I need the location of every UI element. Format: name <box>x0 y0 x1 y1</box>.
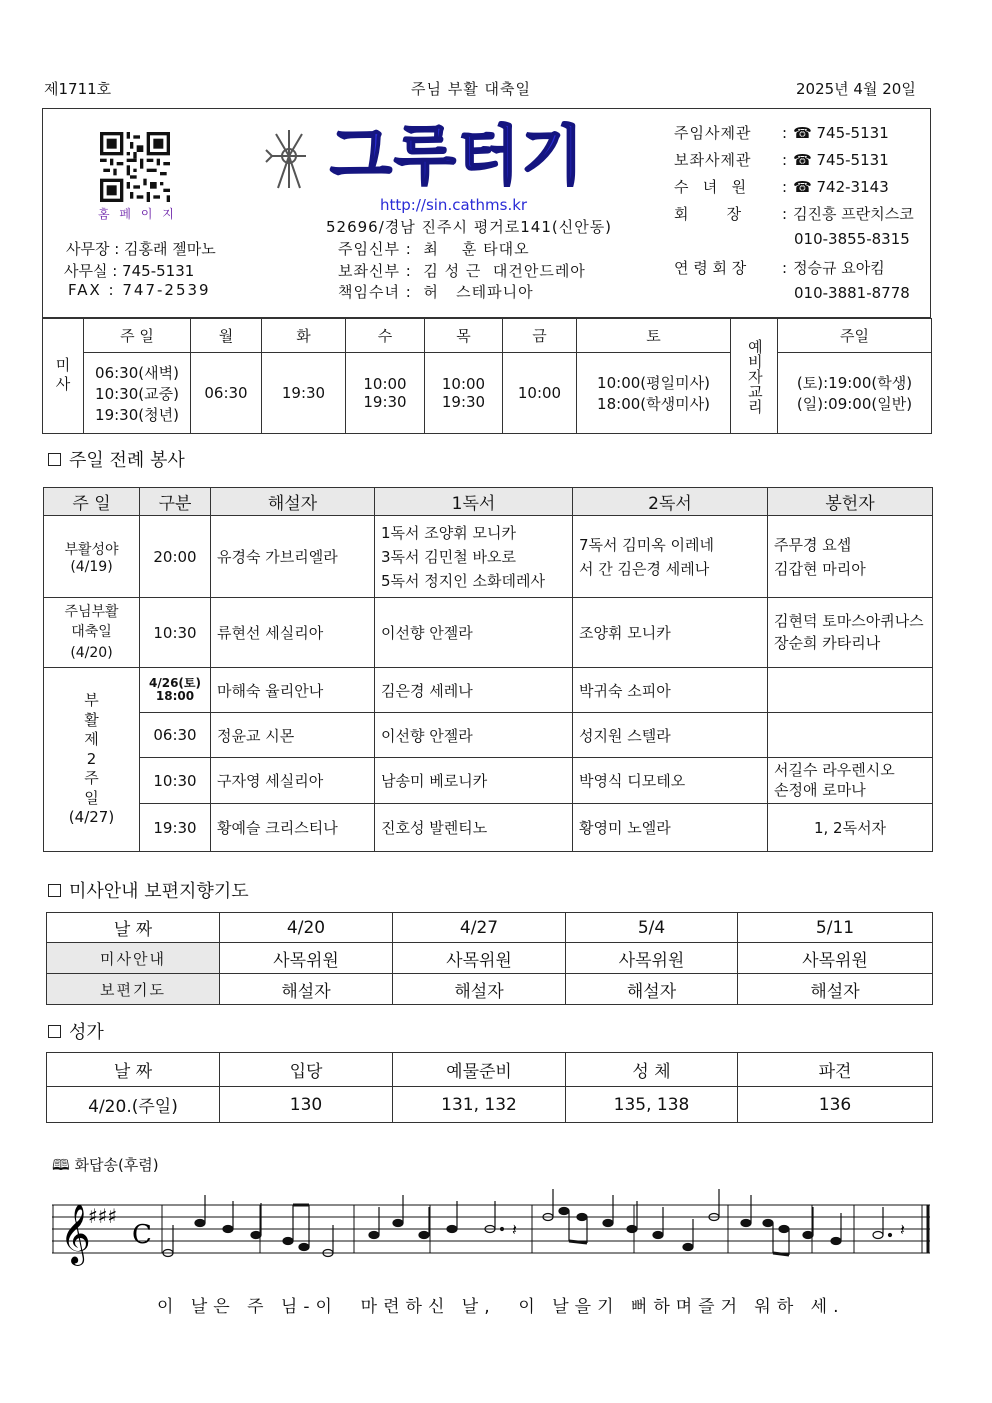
mass-times-thursday: 10:00 19:30 <box>425 353 503 434</box>
bulletin-title: 그루터기 <box>330 120 586 192</box>
hymns-table: 날 짜 입당 예물준비 성 체 파견 4/20.(주일) 130 131, 132 135, 138 136 <box>46 1052 933 1123</box>
sunday2-label: 부 활 제 2 주 일 (4/27) <box>44 668 140 852</box>
mass-schedule-table <box>42 318 932 434</box>
day-header: 금 <box>503 319 577 353</box>
day-header: 토 <box>577 319 731 353</box>
parish-emblem-icon <box>262 126 316 192</box>
parish-url-link[interactable]: http://sin.cathms.kr <box>380 196 528 214</box>
rest-icon: 𝄽 <box>900 1220 905 1239</box>
contact-row: 010-3855-8315 <box>794 230 910 248</box>
occasion-title: 주님 부활 대축일 <box>411 80 531 98</box>
common-time-icon: C <box>132 1220 152 1250</box>
mass-times-sunday: 06:30(새벽) 10:30(교중) 19:30(청년) <box>84 353 191 434</box>
table-row: 주님부활 대축일 (4/20) 10:30 류현선 세실리아 이선향 안젤라 조양휘 모니카 김현덕 토마스아퀴나스 장순희 카타리나 <box>44 598 933 668</box>
intentions-section-title: 미사안내 보편지향기도 <box>48 877 249 903</box>
liturgy-header: 1독서 <box>375 488 573 516</box>
day-header: 주 일 <box>84 319 191 353</box>
pastor-info: 주임신부 : 최 훈 타대오 <box>338 240 530 258</box>
rest-icon: 𝄽 <box>512 1220 517 1239</box>
contact-row: 회 장 : 김진흥 프란치스코 <box>674 205 914 223</box>
homepage-label[interactable]: 홈 페 이 지 <box>98 207 177 221</box>
contact-row: 연 령 회 장 : 정승규 요아킴 <box>674 259 885 277</box>
table-row: 10:30 구자영 세실리아 남송미 베로니카 박영식 디모테오 서길수 라우렌시오 손정애 로마나 <box>44 758 933 804</box>
liturgy-table <box>43 487 933 852</box>
mass-row-label: 미사 <box>43 319 84 434</box>
liturgy-header: 해설자 <box>211 488 375 516</box>
day-header: 월 <box>191 319 262 353</box>
treble-clef-icon: 𝄞 <box>60 1204 91 1264</box>
music-staff <box>52 1185 932 1285</box>
liturgy-header: 주 일 <box>44 488 140 516</box>
table-row: 보편기도 해설자 해설자 해설자 해설자 <box>47 974 933 1005</box>
fax-number: FAX : 747-2539 <box>68 281 211 299</box>
sharp-icon: ♯♯♯ <box>88 1204 118 1228</box>
liturgy-header: 봉헌자 <box>768 488 933 516</box>
mass-times-monday: 06:30 <box>191 353 262 434</box>
day-header: 화 <box>262 319 346 353</box>
table-row: 부활성야 (4/19) 20:00 유경숙 가브리엘라 1독서 조양휘 모니카 3독서 김민철 바오로 5독서 정지인 소화데레사 7독서 김미옥 이레네 서 간 김은경 세레나 주무경 요셉 김갑현 마리아 <box>44 516 933 598</box>
contact-row: 010-3881-8778 <box>794 284 910 302</box>
hymns-section-title: 성가 <box>48 1018 104 1044</box>
table-row: 미사안내 사목위원 사목위원 사목위원 사목위원 <box>47 943 933 974</box>
liturgy-header: 구분 <box>140 488 211 516</box>
sister-info: 책임수녀 : 허 스테파니아 <box>338 283 534 301</box>
mass-times-friday: 10:00 <box>503 353 577 434</box>
mass-times-wednesday: 10:00 19:30 <box>346 353 425 434</box>
mass-times-saturday: 10:00(평일미사) 18:00(학생미사) <box>577 353 731 434</box>
issue-date: 2025년 4월 20일 <box>796 80 916 98</box>
contact-row: 수 녀 원 : ☎ 742-3143 <box>674 178 889 196</box>
table-row: 4/20.(주일) 130 131, 132 135, 138 136 <box>47 1087 933 1123</box>
psalm-title: 🕮 화답송(후렴) <box>52 1156 159 1174</box>
psalm-lyrics: 이 날은 주 님-이 마련하신 날, 이 날을기 뻐하며즐거 워하 세. <box>157 1297 845 1317</box>
contact-row: 보좌사제관 : ☎ 745-5131 <box>674 151 889 169</box>
contact-list <box>674 122 929 311</box>
intentions-table: 날 짜 4/20 4/27 5/4 5/11 미사안내 사목위원 사목위원 사목위원 사목위원 보편기도 해설자 해설자 해설자 해설자 <box>46 912 933 1005</box>
secretary-info: 사무장 : 김홍래 젤마노 <box>66 240 216 258</box>
catechism-times: (토):19:00(학생) (일):09:00(일반) <box>778 353 932 434</box>
liturgy-section-title: 주일 전례 봉사 <box>48 446 185 472</box>
catechism-label: 예비자교리 <box>731 319 778 434</box>
liturgy-header: 2독서 <box>573 488 768 516</box>
mass-times-tuesday: 19:30 <box>262 353 346 434</box>
assistant-priest-info: 보좌신부 : 김 성 근 대건안드레아 <box>338 262 586 280</box>
qr-code-icon[interactable] <box>100 132 170 202</box>
office-phone: 사무실 : 745-5131 <box>64 262 195 280</box>
day-header: 목 <box>425 319 503 353</box>
parish-address: 52696/경남 진주시 평거로141(신안동) <box>326 218 613 236</box>
table-row: 부 활 제 2 주 일 (4/27) 4/26(토) 18:00 마해숙 율리안나 김은경 세레나 박귀숙 소피아 <box>44 668 933 713</box>
book-icon: 🕮 <box>52 1156 70 1174</box>
issue-number: 제1711호 <box>44 80 112 98</box>
day-header: 수 <box>346 319 425 353</box>
table-row: 06:30 정윤교 시몬 이선향 안젤라 성지원 스텔라 <box>44 713 933 758</box>
catechism-day: 주일 <box>778 319 932 353</box>
contact-row: 주임사제관 : ☎ 745-5131 <box>674 124 889 142</box>
table-row: 19:30 황예슬 크리스티나 진호성 발렌티노 황영미 노엘라 1, 2독서자 <box>44 804 933 852</box>
